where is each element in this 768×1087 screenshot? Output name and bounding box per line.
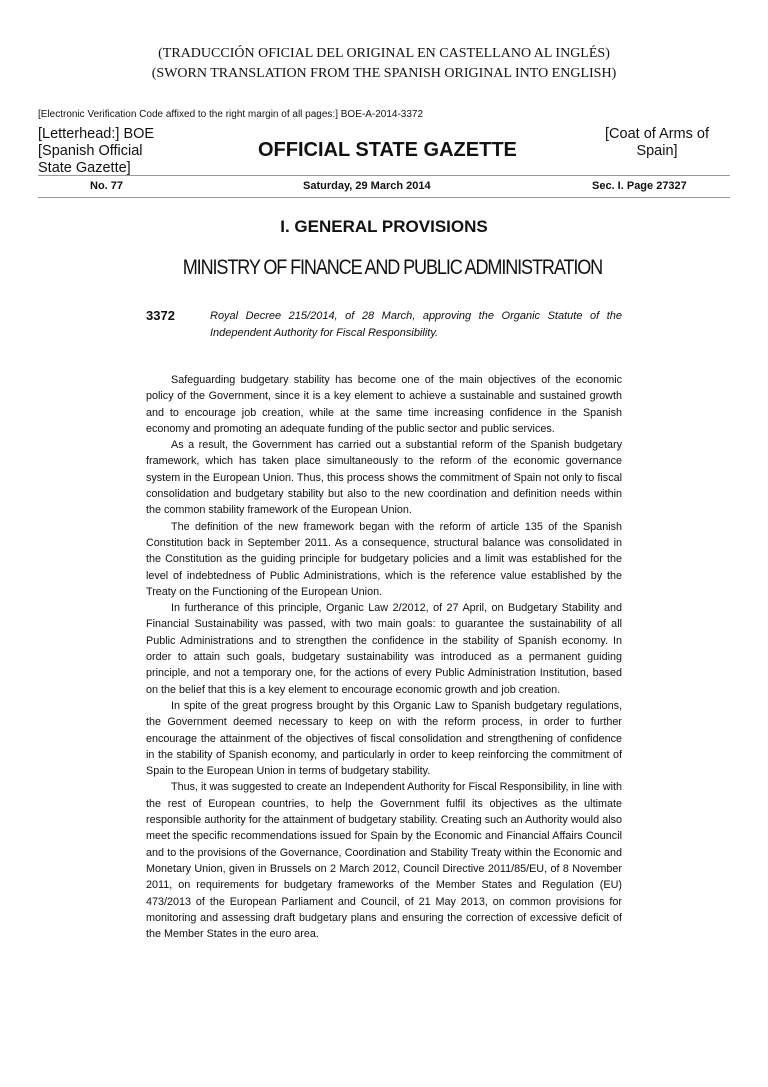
decree-number: 3372 [146,308,175,323]
paragraph: In furtherance of this principle, Organic Law 2/2012, of 27 April, on Budgetary Stability and Financial Sustainability was passed, with two main goals: to guarantee the sustainability of all Public Administrations and to strengthen the confidence in the stability of Spanish economy. In order to attain such goals, budgetary sustainability was introduced as a permanent guiding principle, and not a temporary one, for the actions of every Public Administration Institution, based on the belief that this is a key element to encourage economic growth and job creation. [146,602,622,696]
section-title: I. GENERAL PROVISIONS [280,217,488,236]
ministry-title: MINISTRY OF FINANCE AND PUBLIC ADMINISTRATION [182,256,603,279]
paragraph: Safeguarding budgetary stability has become one of the main objectives of the economic policy of the Government, since it is a key element to achieve a sustainable and sustained growth and to encourage job creation, while at the same time increasing confidence in the Spanish economy and promoting an adequate funding of the public sector and public services. [146,374,622,435]
issue-number: No. 77 [90,180,124,192]
letterhead-right-line2: Spain] [636,143,678,159]
header-rule-top [38,175,730,176]
letterhead-right-line1: [Coat of Arms of [605,126,709,142]
decree-body [146,372,622,942]
issue-section-page: Sec. I. Page 27327 [592,180,687,192]
letterhead-left-line1: [Letterhead:] BOE [38,126,155,142]
paragraph: Thus, it was suggested to create an Independent Authority for Fiscal Responsibility, in line with the rest of European countries, to help the Government fulfil its objectives as the ultimate responsible authority for the attainment of budgetary stability. Creating such an Authority would also meet the specific recommendations issued for Spain by the Economic and Financial Affairs Council and to the provisions of the Governance, Coordination and Stability Treaty within the Economic and Monetary Union, given in Brussels on 2 March 2012, Council Directive 2011/85/EU, of 8 November 2011, on requirements for budgetary frameworks of the Member States and Regulation (EU) 473/2013 of the European Parliament and Council, of 21 May 2013, on common provisions for monitoring and assessing draft budgetary plans and ensuring the correction of excessive deficit of the Member States in the euro area. [146,781,622,941]
paragraph: In spite of the great progress brought by this Organic Law to Spanish budgetary regulations, the Government deemed necessary to keep on with the reform process, in order to further encourage the attainment of the objectives of fiscal consolidation and strengthening of confidence in the stability of Spanish economy, and particularly in order to keep reinforcing the commitment of Spain to the European Union in terms of budgetary stability. [146,699,622,778]
decree-title: Royal Decree 215/2014, of 28 March, approving the Organic Statute of the Independent Authority for Fiscal Responsibility. [210,310,622,339]
gazette-title: OFFICIAL STATE GAZETTE [258,139,517,161]
letterhead-left [38,126,198,177]
translation-header-spanish: (TRADUCCIÓN OFICIAL DEL ORIGINAL EN CASTELLANO AL INGLÉS) [158,46,610,61]
header-rule-bottom [38,197,730,198]
verification-code-note: [Electronic Verification Code affixed to the right margin of all pages:] BOE-A-2014-3372 [38,109,424,120]
letterhead-left-line3: State Gazette] [38,160,131,176]
paragraph: As a result, the Government has carried out a substantial reform of the Spanish budgetary framework, which has taken place simultaneously to the reform of the economic governance system in the European Union. Thus, this process shows the commitment of Spain not only to fiscal consolidation and budgetary stability but also to the new coordination and definition needs within the common stability framework of the European Union. [146,439,622,517]
letterhead-left-line2: [Spanish Official [38,143,143,159]
letterhead-right [585,126,729,160]
issue-date: Saturday, 29 March 2014 [303,180,431,192]
translation-header-english: (SWORN TRANSLATION FROM THE SPANISH ORIGINAL INTO ENGLISH) [151,66,617,81]
paragraph: The definition of the new framework began with the reform of article 135 of the Spanish Constitution back in September 2011. As a consequence, structural balance was consolidated in the Constitution as the guiding principle for budgetary policies and a limit was established for the level of indebtedness of Public Administrations, which is the reference value established by the Treaty on the Functioning of the European Union. [146,520,622,598]
